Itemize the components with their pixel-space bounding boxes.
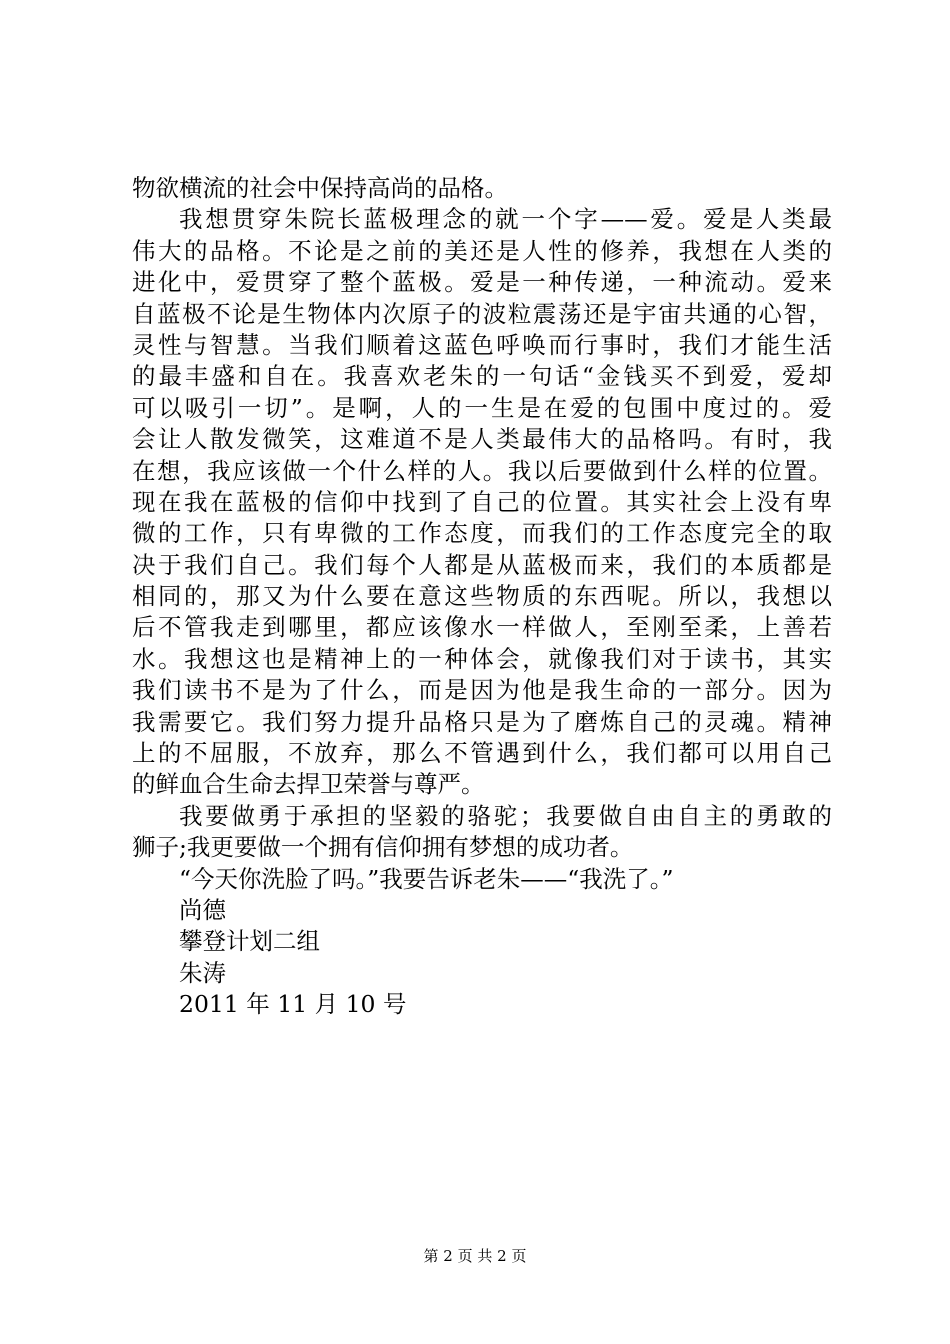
text-line: “今天你洗脸了吗。”我要告诉老朱——“我洗了。” bbox=[179, 864, 674, 893]
text-line: 进化中，爱贯穿了整个蓝极。爱是一种传递，一种流动。爱来 bbox=[132, 268, 832, 297]
text-line: 微的工作，只有卑微的工作态度，而我们的工作态度完全的取 bbox=[132, 519, 832, 548]
text-line: 自蓝极不论是生物体内次原子的波粒震荡还是宇宙共通的心智， bbox=[132, 299, 832, 328]
document-body bbox=[132, 173, 832, 1021]
text-line: 后不管我走到哪里，都应该像水一样做人，至刚至柔，上善若 bbox=[132, 613, 832, 642]
text-line: 物欲横流的社会中保持高尚的品格。 bbox=[132, 174, 508, 202]
text-line: 上的不屈服，不放弃，那么不管遇到什么，我们都可以用自己 bbox=[132, 739, 832, 768]
signature-org: 尚德 bbox=[179, 895, 226, 924]
text-line: 我想贯穿朱院长蓝极理念的就一个字——爱。爱是人类最 bbox=[179, 205, 832, 234]
text-line: 在想，我应该做一个什么样的人。我以后要做到什么样的位置。 bbox=[132, 456, 832, 485]
text-line: 灵性与智慧。当我们顺着这蓝色呼唤而行事时，我们才能生活 bbox=[132, 330, 832, 359]
text-line: 相同的，那又为什么要在意这些物质的东西呢。所以，我想以 bbox=[132, 582, 832, 611]
text-line: 现在我在蓝极的信仰中找到了自己的位置。其实社会上没有卑 bbox=[132, 487, 832, 516]
page-footer bbox=[0, 1246, 950, 1266]
text-line: 我要做勇于承担的坚毅的骆驼；我要做自由自主的勇敢的 bbox=[179, 801, 832, 830]
text-line: 我们读书不是为了什么，而是因为他是我生命的一部分。因为 bbox=[132, 676, 832, 705]
text-line: 我需要它。我们努力提升品格只是为了磨炼自己的灵魂。精神 bbox=[132, 707, 832, 736]
signature-group: 攀登计划二组 bbox=[179, 927, 320, 956]
text-line: 伟大的品格。不论是之前的美还是人性的修养，我想在人类的 bbox=[132, 236, 832, 265]
signature-name: 朱涛 bbox=[179, 958, 226, 987]
text-line: 的最丰盛和自在。我喜欢老朱的一句话“金钱买不到爱，爱却 bbox=[132, 362, 832, 391]
signature-date: 2011 年 11 月 10 号 bbox=[179, 990, 407, 1019]
text-line: 狮子;我更要做一个拥有信仰拥有梦想的成功者。 bbox=[132, 833, 634, 862]
page-number-label: 第 2 页 共 2 页 bbox=[423, 1247, 527, 1265]
text-line: 水。我想这也是精神上的一种体会，就像我们对于读书，其实 bbox=[132, 644, 832, 673]
text-line: 的鲜血合生命去捍卫荣誉与尊严。 bbox=[132, 770, 485, 799]
text-line: 可以吸引一切”。是啊，人的一生是在爱的包围中度过的。爱 bbox=[132, 393, 832, 422]
text-line: 决于我们自己。我们每个人都是从蓝极而来，我们的本质都是 bbox=[132, 550, 832, 579]
text-line: 会让人散发微笑，这难道不是人类最伟大的品格吗。有时，我 bbox=[132, 425, 832, 454]
